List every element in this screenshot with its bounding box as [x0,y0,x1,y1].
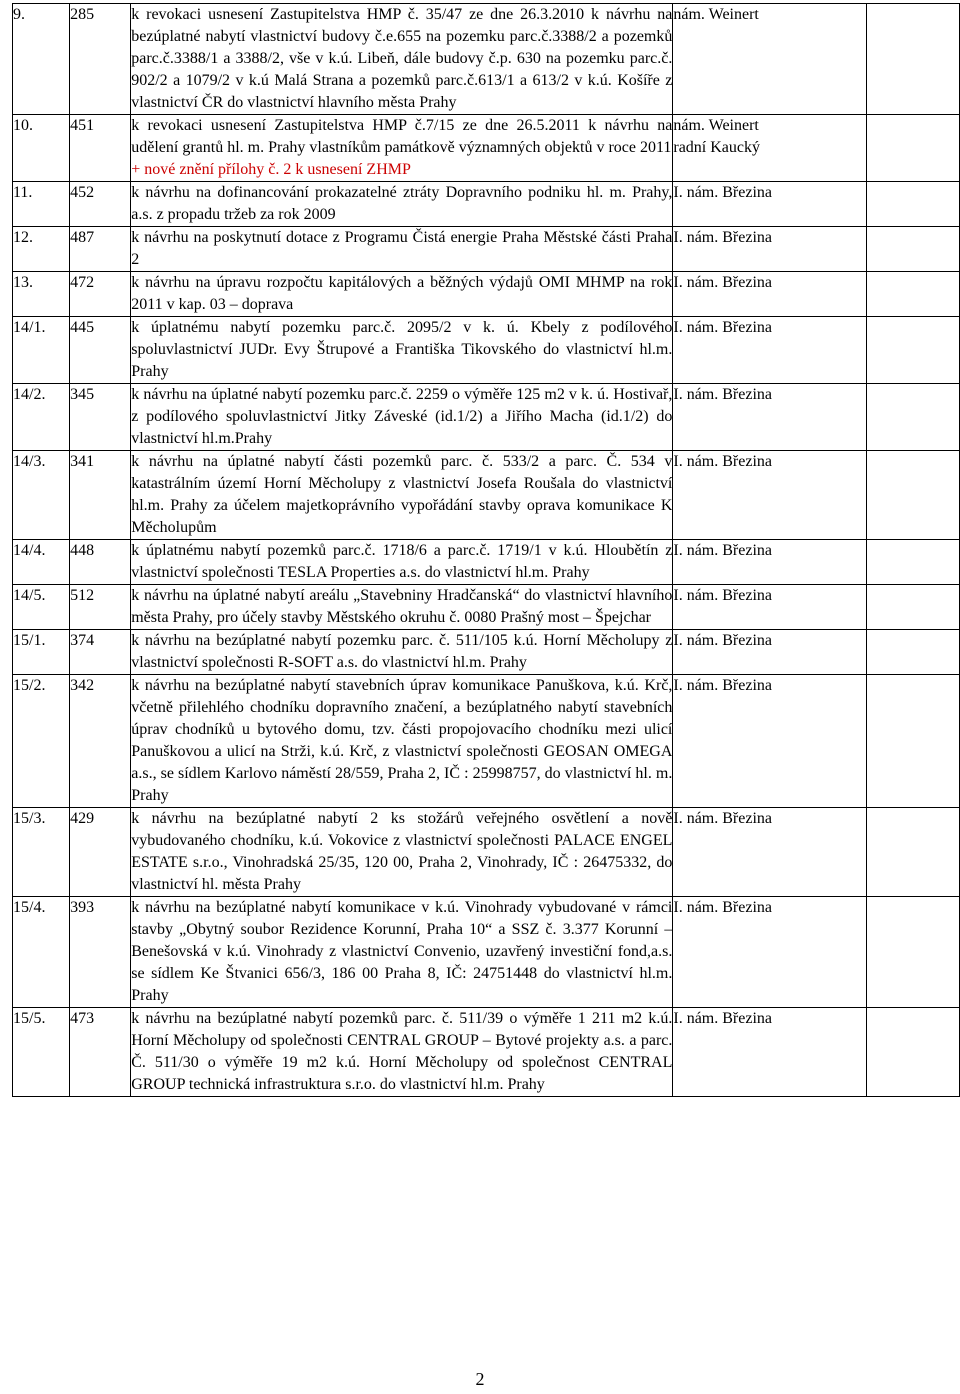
presenter-cell [673,585,866,630]
print-number: 345 [70,384,131,451]
presenter-cell [673,317,866,384]
empty-cell [866,115,959,182]
empty-cell [866,540,959,585]
empty-cell [866,675,959,808]
agenda-row [13,808,960,897]
item-number: 14/1. [13,317,70,384]
agenda-row [13,227,960,272]
empty-cell [866,808,959,897]
print-number: 472 [70,272,131,317]
presenter-name: I. nám. Březina [673,632,772,649]
print-number: 487 [70,227,131,272]
item-number: 14/2. [13,384,70,451]
presenter-cell [673,897,866,1008]
presenter-name: I. nám. Březina [673,1010,772,1027]
presenter-name: I. nám. Březina [673,274,772,291]
description-text: k úplatnému nabytí pozemku parc.č. 2095/2 v k. ú. Kbely z podílového spoluvlastnictví JUDr. Evy Štrupové a Františka Tikovského do vlastnictví hl.m. Prahy [131,319,673,380]
item-description [131,182,673,227]
empty-cell [866,1008,959,1097]
empty-cell [866,897,959,1008]
empty-cell [866,272,959,317]
empty-cell [866,630,959,675]
presenter-cell [673,675,866,808]
empty-cell [866,451,959,540]
item-number: 14/4. [13,540,70,585]
description-text: k návrhu na úplatné nabytí pozemku parc.č. 2259 o výměře 125 m2 v k. ú. Hostivař, z podílového spoluvlastnictví Jitky Záveské (id.1/2) a Jiřího Macha (id.1/2) do vlastnictví hl.m.Prahy [131,386,673,447]
presenter-cell [673,540,866,585]
agenda-row [13,182,960,227]
item-number: 15/2. [13,675,70,808]
print-number: 448 [70,540,131,585]
item-number: 14/5. [13,585,70,630]
agenda-row [13,384,960,451]
item-number: 14/3. [13,451,70,540]
item-number: 15/5. [13,1008,70,1097]
item-description [131,272,673,317]
presenter-cell [673,451,866,540]
presenter-name: I. nám. Březina [673,453,772,470]
item-number: 11. [13,182,70,227]
presenter-name: nám. Weinert [673,117,759,134]
item-description [131,451,673,540]
agenda-row [13,115,960,182]
description-text: k návrhu na úplatné nabytí části pozemků parc. č. 533/2 a parc. Č. 534 v katastrálním území Horní Měcholupy z vlastnictví Josefa Roušala do vlastnictví hl.m. Prahy za účelem majetkoprávního vypořádání stavby oprava komunikace K Měcholupům [131,453,673,536]
presenter-name: I. nám. Březina [673,184,772,201]
presenter-name: I. nám. Březina [673,810,772,827]
description-text: k návrhu na poskytnutí dotace z Programu Čistá energie Praha Městské části Praha 2 [131,229,673,268]
print-number: 473 [70,1008,131,1097]
presenter-name: I. nám. Březina [673,587,772,604]
presenter-name: I. nám. Březina [673,677,772,694]
print-number: 285 [70,4,131,115]
presenter-cell [673,1008,866,1097]
presenter-cell [673,182,866,227]
item-number: 9. [13,4,70,115]
presenter-cell [673,4,866,115]
presenter-cell [673,630,866,675]
description-text: k návrhu na dofinancování prokazatelné ztráty Dopravního podniku hl. m. Prahy, a.s. z propadu tržeb za rok 2009 [131,184,673,223]
agenda-row [13,540,960,585]
item-number: 13. [13,272,70,317]
presenter-cell [673,384,866,451]
item-description [131,4,673,115]
print-number: 342 [70,675,131,808]
agenda-row [13,1008,960,1097]
print-number: 451 [70,115,131,182]
description-text: k návrhu na bezúplatné nabytí 2 ks stožárů veřejného osvětlení a nově vybudovaného chodníku, k.ú. Vokovice z vlastnictví společnosti PALACE ENGEL ESTATE s.r.o., Vinohradská 25/35, 120 00, Praha 2, Vinohrady, IČ : 26475332, do vlastnictví hl. města Prahy [131,810,673,893]
item-number: 15/1. [13,630,70,675]
empty-cell [866,384,959,451]
item-description [131,897,673,1008]
item-number: 15/3. [13,808,70,897]
item-description [131,630,673,675]
presenter-name: I. nám. Březina [673,542,772,559]
item-number: 12. [13,227,70,272]
presenter-cell [673,808,866,897]
description-text: k návrhu na bezúplatné nabytí stavebních úprav komunikace Panuškova, k.ú. Krč, včetně přilehlého chodníku dopravního značení, a bezúplatného nabytí stavebních úprav chodníků u bytového domu, tzv. části propojovacího chodníku mezi ulicí Panuškovou a ulicí na Strži, k.ú. Krč, z vlastnictví společnosti GEOSAN OMEGA a.s., se sídlem Karlovo náměstí 28/559, Praha 2, IČ : 25998757, do vlastnictví hl. m. Prahy [131,677,673,804]
description-text: k úplatnému nabytí pozemků parc.č. 1718/6 a parc.č. 1719/1 v k.ú. Hloubětín z vlastnictví společnosti TESLA Properties a.s. do vlastnictví hl.m. Prahy [131,542,673,581]
description-text: k návrhu na bezúplatné nabytí komunikace v k.ú. Vinohrady vybudované v rámci stavby „Obytný soubor Rezidence Korunní, Praha 10“ a SSZ č. 3.377 Korunní – Benešovská v k.ú. Vinohrady z vlastnictví Convenio, uzavřený investiční fond,a.s. se sídlem Ke Štvanici 656/3, 186 00 Praha 8, IČ: 24751448 do vlastnictví hl.m. Prahy [131,899,673,1004]
print-number: 393 [70,897,131,1008]
agenda-row [13,675,960,808]
presenter-name: I. nám. Březina [673,319,772,336]
agenda-row [13,4,960,115]
print-number: 452 [70,182,131,227]
agenda-row [13,897,960,1008]
item-description [131,227,673,272]
empty-cell [866,317,959,384]
print-number: 445 [70,317,131,384]
item-description [131,585,673,630]
agenda-row [13,585,960,630]
empty-cell [866,227,959,272]
amendment-note: + nové znění přílohy č. 2 k usnesení ZHMP [131,161,411,178]
presenter-name: nám. Weinert [673,6,759,23]
description-text: k návrhu na bezúplatné nabytí pozemků parc. č. 511/39 o výměře 1 211 m2 k.ú. Horní Měcholupy od společnosti CENTRAL GROUP – Bytové projekty a.s. a parc. Č. 511/30 o výměře 19 m2 k.ú. Horní Měcholupy od společnost CENTRAL GROUP technická infrastruktura s.r.o. do vlastnictví hl.m. Prahy [131,1010,673,1093]
item-number: 10. [13,115,70,182]
presenter-name: radní Kaucký [673,139,761,156]
description-text: k návrhu na bezúplatné nabytí pozemku parc. č. 511/105 k.ú. Horní Měcholupy z vlastnictví společnosti R-SOFT a.s. do vlastnictví hl.m. Prahy [131,632,673,671]
empty-cell [866,4,959,115]
agenda-row [13,272,960,317]
agenda-row [13,451,960,540]
empty-cell [866,182,959,227]
presenter-name: I. nám. Březina [673,899,772,916]
presenter-cell [673,272,866,317]
item-description [131,317,673,384]
page-number: 2 [475,1369,485,1389]
agenda-body [13,4,960,1097]
item-description [131,540,673,585]
description-text: k revokaci usnesení Zastupitelstva HMP č.7/15 ze dne 26.5.2011 k návrhu na udělení grantů hl. m. Prahy vlastníkům památkově významných objektů v roce 2011 [131,117,673,156]
print-number: 429 [70,808,131,897]
agenda-table [12,3,960,1097]
item-description [131,1008,673,1097]
presenter-cell [673,227,866,272]
item-description [131,115,673,182]
description-text: k revokaci usnesení Zastupitelstva HMP č. 35/47 ze dne 26.3.2010 k návrhu na bezúplatné nabytí vlastnictví budovy č.e.655 na pozemku parc.č.3388/2 a pozemků parc.č.3388/1 a 3388/2, vše v k.ú. Libeň, dále budovy č.p. 630 na pozemku parc.č. 902/2 a 1079/2 v k.ú Malá Strana a pozemků parc.č.613/1 a 613/2 v k.ú. Košíře z vlastnictví ČR do vlastnictví hlavního města Prahy [131,6,673,111]
print-number: 374 [70,630,131,675]
description-text: k návrhu na úpravu rozpočtu kapitálových a běžných výdajů OMI MHMP na rok 2011 v kap. 03 – doprava [131,274,673,313]
item-description [131,384,673,451]
agenda-row [13,630,960,675]
description-text: k návrhu na úplatné nabytí areálu „Stavebniny Hradčanská“ do vlastnictví hlavního města Prahy, pro účely stavby Městského okruhu č. 0080 Prašný most – Špejchar [131,587,673,626]
item-description [131,675,673,808]
presenter-name: I. nám. Březina [673,386,772,403]
print-number: 512 [70,585,131,630]
item-description [131,808,673,897]
presenter-cell [673,115,866,182]
print-number: 341 [70,451,131,540]
item-number: 15/4. [13,897,70,1008]
presenter-name: I. nám. Březina [673,229,772,246]
empty-cell [866,585,959,630]
agenda-row [13,317,960,384]
